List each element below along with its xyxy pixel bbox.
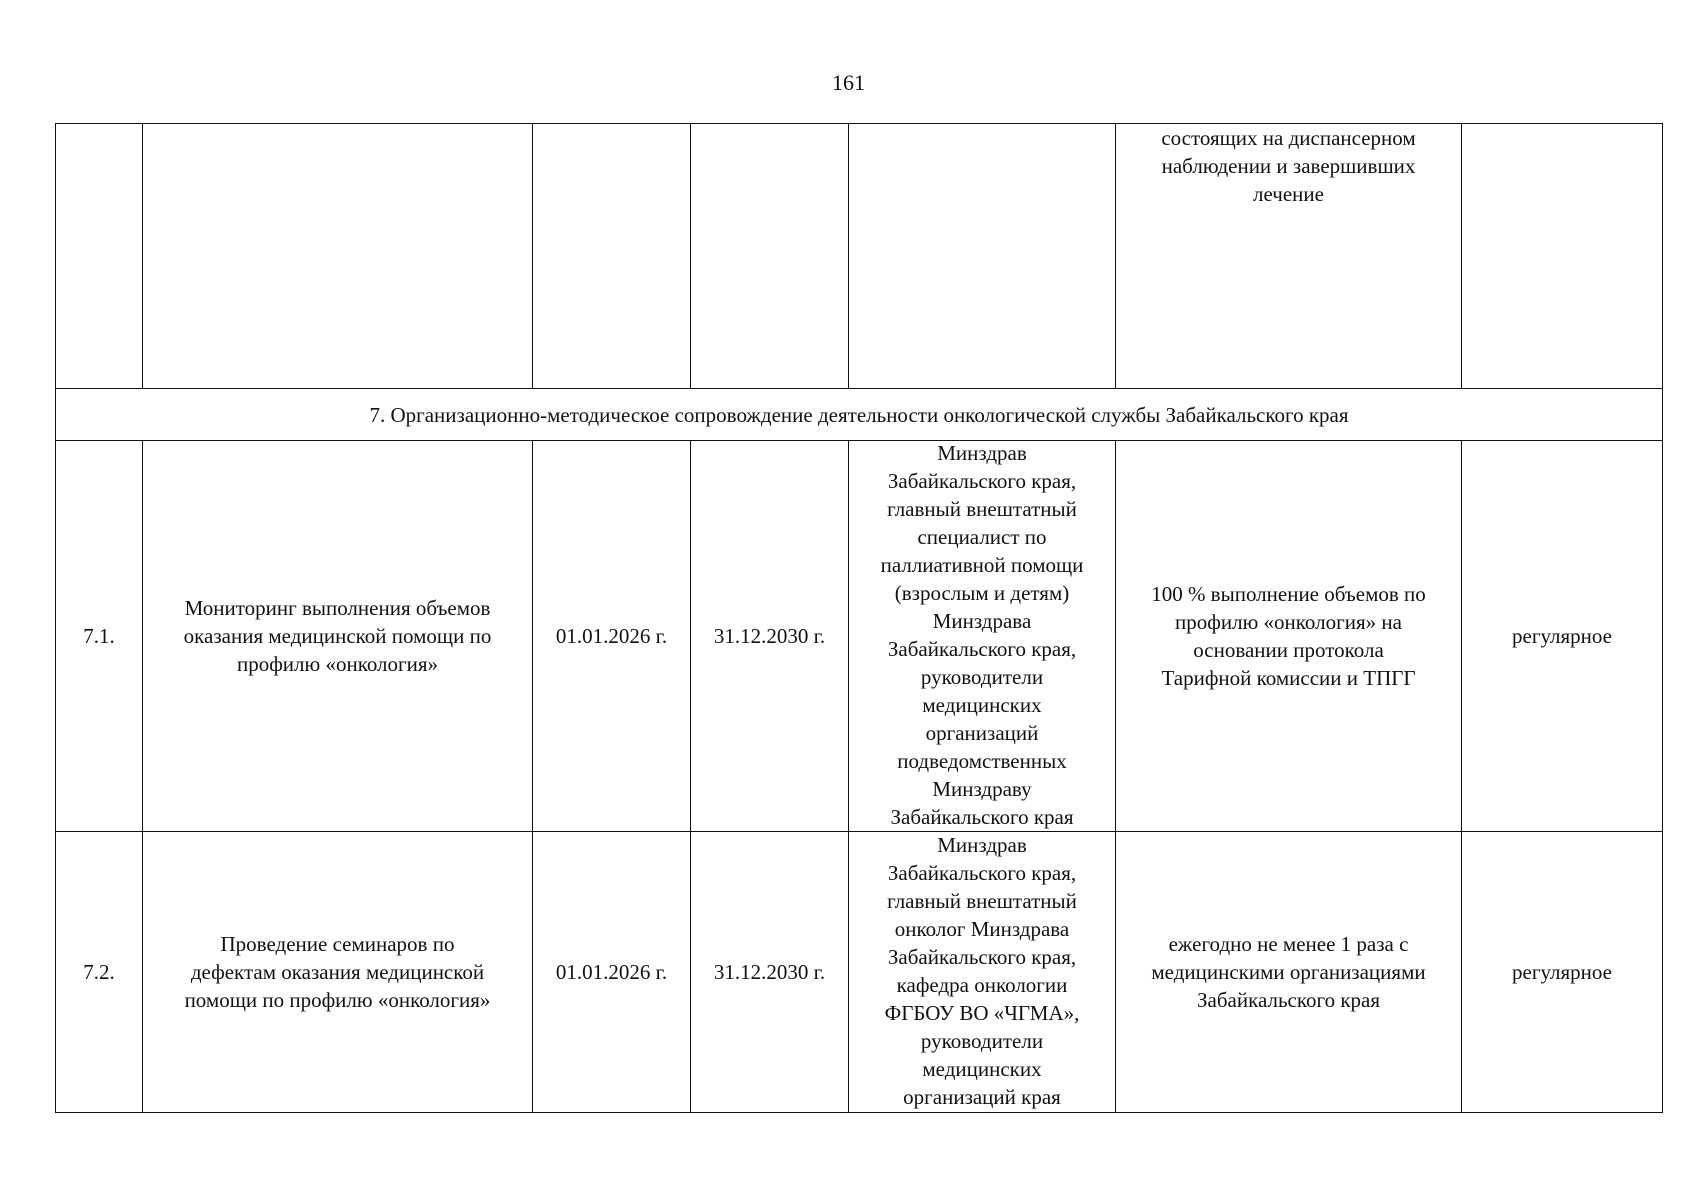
- cell-start-date: [533, 124, 691, 389]
- indicator-text: 100 % выполнение объемов по профилю «онкология» на основании протокола Тарифной комиссии и ТПГГ: [1151, 582, 1426, 690]
- cell-executors: [849, 441, 1116, 832]
- activity-text: Мониторинг выполнения объемов оказания медицинской помощи по профилю «онкология»: [183, 596, 492, 676]
- cell-number: [56, 124, 143, 389]
- cell-activity: [143, 832, 533, 1113]
- cell-indicator: [1116, 441, 1462, 832]
- cell-activity: [143, 441, 533, 832]
- cell-end-date: 31.12.2030 г.: [691, 441, 849, 832]
- section-title: 7. Организационно-методическое сопровождение деятельности онкологической службы Забайкальского края: [56, 389, 1663, 441]
- indicator-text: состоящих на диспансерном наблюдении и завершивших лечение: [1161, 126, 1416, 206]
- cell-start-date: 01.01.2026 г.: [533, 441, 691, 832]
- executors-text: Минздрав Забайкальского края, главный внештатный онколог Минздрава Забайкальского края, кафедра онкологии ФГБОУ ВО «ЧГМА», руководители медицинских организаций края: [884, 833, 1080, 1109]
- activity-text: Проведение семинаров по дефектам оказания медицинской помощи по профилю «онкология»: [184, 932, 491, 1012]
- cell-start-date: 01.01.2026 г.: [533, 832, 691, 1113]
- activities-table: [55, 123, 1663, 1113]
- cell-number: 7.1.: [56, 441, 143, 832]
- cell-periodicity: [1462, 124, 1663, 389]
- section-header-row: [56, 389, 1663, 441]
- cell-indicator: [1116, 124, 1462, 389]
- cell-executors: [849, 124, 1116, 389]
- cell-number: 7.2.: [56, 832, 143, 1113]
- cell-executors: [849, 832, 1116, 1113]
- indicator-text: ежегодно не менее 1 раза с медицинскими организациями Забайкальского края: [1151, 932, 1426, 1012]
- table-row: [56, 441, 1663, 832]
- cell-end-date: [691, 124, 849, 389]
- cell-indicator: [1116, 832, 1462, 1113]
- cell-periodicity: регулярное: [1462, 832, 1663, 1113]
- cell-activity: [143, 124, 533, 389]
- cell-end-date: 31.12.2030 г.: [691, 832, 849, 1113]
- cell-periodicity: регулярное: [1462, 441, 1663, 832]
- table-row: [56, 832, 1663, 1113]
- executors-text: Минздрав Забайкальского края, главный внештатный специалист по паллиативной помощи (взрослым и детям) Минздрава Забайкальского края, руководители медицинских организаций подведомственных Минздраву Забайкальского края: [880, 441, 1084, 829]
- table-row: [56, 124, 1663, 389]
- page-number: 161: [832, 70, 865, 95]
